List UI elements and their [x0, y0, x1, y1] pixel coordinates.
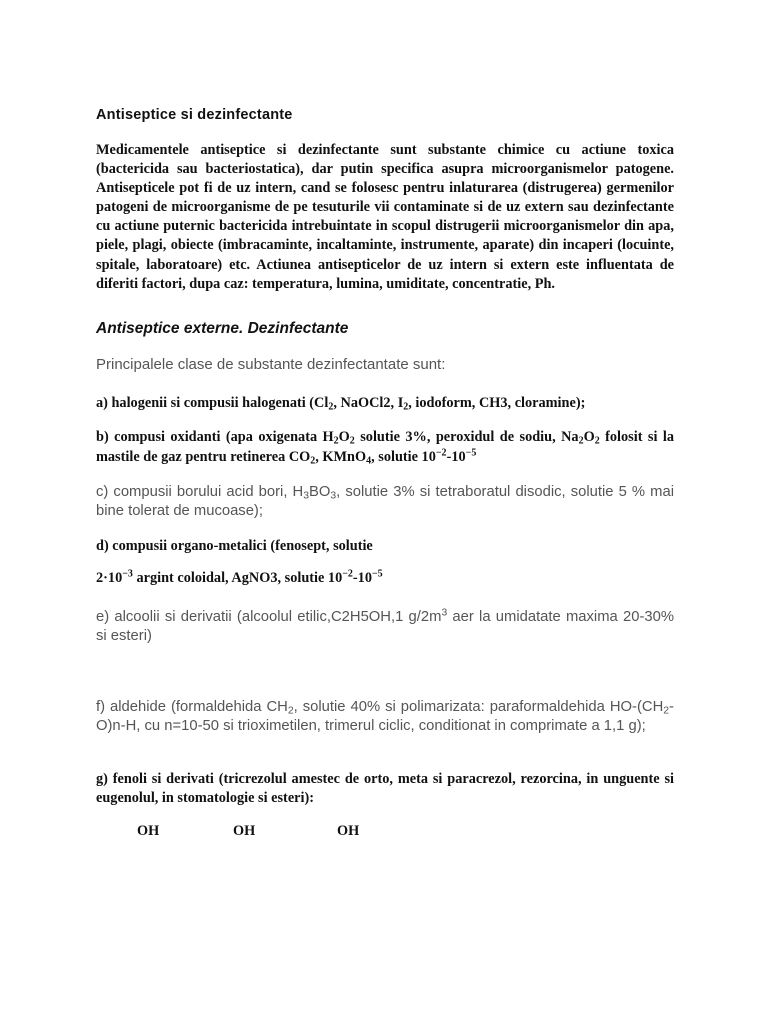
section-heading: Antiseptice externe. Dezinfectante	[96, 320, 349, 337]
document-title: Antiseptice si dezinfectante	[96, 107, 293, 123]
list-item-d-continuation: $2\cdot 10^{-3}$ argint coloidal, AgNO3, solutie $10^{-2}-10^{-5}$	[96, 568, 383, 586]
list-item-a: a) halogenii si compusii halogenati ($Cl_2$, NaOCl2, $I_2$, iodoform, CH3, cloramine);	[96, 395, 586, 413]
oh-label-2: OH	[233, 823, 256, 839]
oh-label-3: OH	[337, 823, 360, 839]
list-item-c: c) compusii borului acid bori, $H_3BO_3$, solutie 3% si tetraboratul disodic, solutie 5 % mai bine tolerat de mucoase);	[96, 484, 674, 519]
list-item-d: d) compusii organo-metalici (fenosept, solutie	[96, 538, 373, 554]
intro-paragraph: Medicamentele antiseptice si dezinfectante sunt substante chimice cu actiune toxica (bactericida sau bacteriostatica), dar putin specifica asupra microorganismelor patogene. Antisepticele pot fi de uz intern, cand se folosesc pentru inlaturarea (distrugerea) germenilor patogeni de microorganisme de pe tesuturile vii contaminate si de uz extern sau dezinfectante cu actiune puternic bactericida intrebuintate in scopul distrugerii microorganismelor din apa, piele, plagi, obiecte (imbracaminte, incaltaminte, instrumente, aparate) din incaperi (locuinte, spitale, laboratoare) etc. Actiunea antisepticelor de uz intern si extern este influentata de diferiti factori, dupa caz: temperatura, lumina, umiditate, concentratie, Ph.	[96, 142, 674, 292]
section-lead: Principalele clase de substante dezinfectantate sunt:	[96, 356, 446, 373]
oh-label-1: OH	[137, 823, 160, 839]
list-item-g: g) fenoli si derivati (tricrezolul amestec de orto, meta si paracrezol, rezorcina, in unguente si eugenolul, in stomatologie si esteri):	[96, 771, 674, 806]
list-item-f: f) aldehide (formaldehida $CH_2$, solutie 40% si polimarizata: paraformaldehida $HO-(CH_2-O)n-H$, cu n=10-50 si trioximetilen, trimerul ciclic, conditionat in comprimate a 1,1 g);	[96, 699, 674, 734]
list-item-e: e) alcoolii si derivatii (alcoolul etilic,C2H5OH,1 $g/2m^3$ aer la umidatate maxima 20-30% si esteri)	[96, 607, 674, 644]
list-item-b: b) compusi oxidanti (apa oxigenata $H_2O_2$ solutie 3%, peroxidul de sodiu, $Na_2O_2$ folosit si la mastile de gaz pentru retinerea $CO_2$, KMnO$_4$, solutie $10^{-2}-10^{-5}$	[96, 429, 674, 466]
